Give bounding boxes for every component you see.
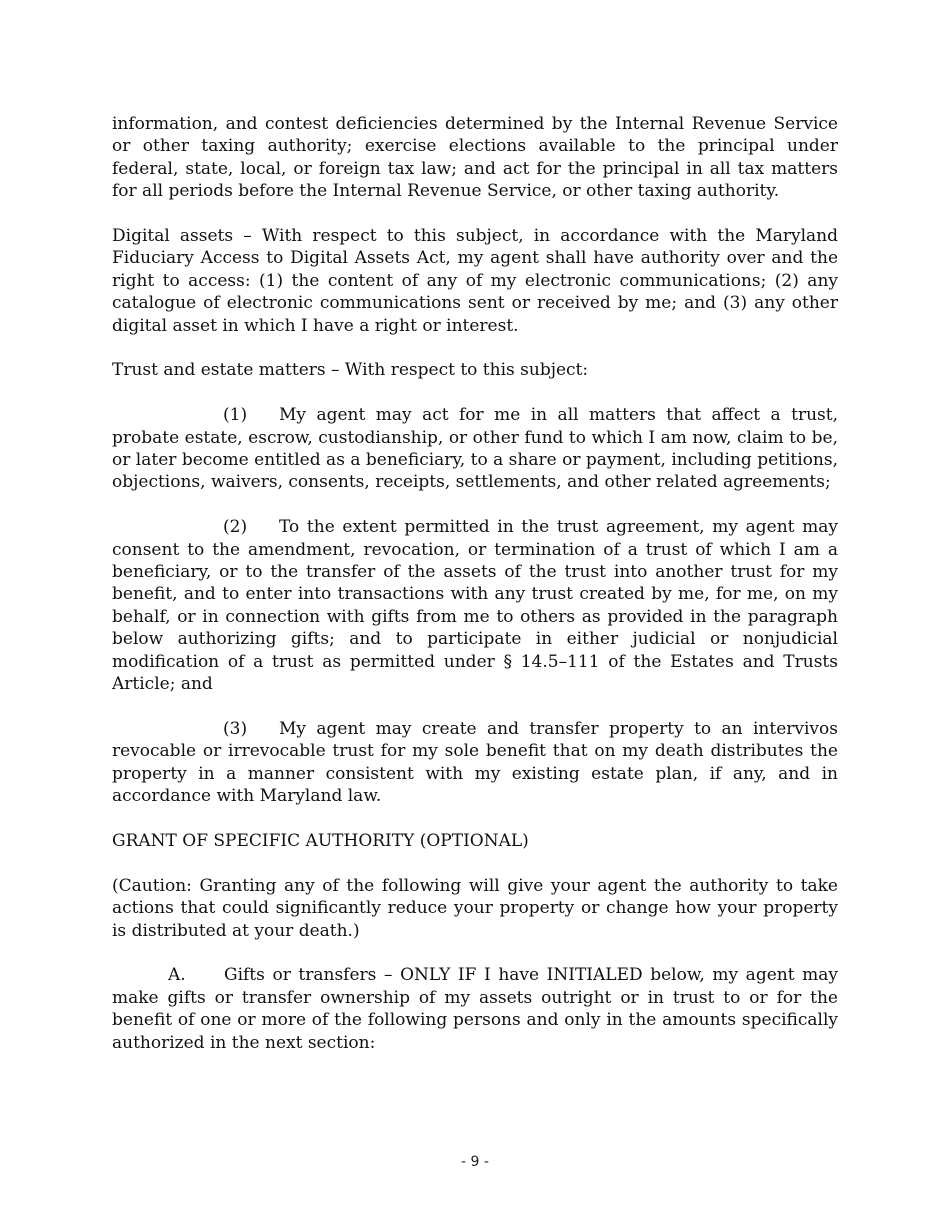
section-text: Gifts or transfers – ONLY IF I have INITIALED below, my agent may make gifts or transfer ownership of my assets outright or in trust to or for the benefit of one or more of the following persons and only in the amounts specifically authorized in the next section: [112,965,838,1053]
page-number: - 9 - [461,1154,489,1170]
trust-item-3 [112,718,838,808]
section-heading: GRANT OF SPECIFIC AUTHORITY (OPTIONAL) [112,830,529,851]
gifts-transfers-paragraph [112,964,838,1054]
section-label: A. [168,965,186,986]
document-page [112,113,838,1076]
item-text: My agent may create and transfer property to an intervivos revocable or irrevocable trust for my sole benefit that on my death distributes the property in a manner consistent with my existing estate plan, if any, and in accordance with Maryland law. [112,718,838,807]
trust-item-1 [112,404,838,494]
item-text: My agent may act for me in all matters that affect a trust, probate estate, escrow, custodianship, or other fund to which I am now, claim to be, or later become entitled as a beneficiary, to a share or payment, including petitions, objections, waivers, consents, receipts, settlements, and other related agreements; [112,405,838,493]
item-text: To the extent permitted in the trust agreement, my agent may consent to the amendment, revocation, or termination of a trust of which I am a beneficiary, or to the transfer of the assets of the trust into another trust for my benefit, and to enter into transactions with any trust created by me, for me, on my behalf, or in connection with gifts from me to others as provided in the paragraph below authorizing gifts; and to participate in either judicial or nonjudicial modification of a trust as permitted under § 14.5–111 of the Estates and Trusts Article; and [112,517,838,695]
item-number: (2) [223,517,248,538]
tax-matters-paragraph: information, and contest deficiencies determined by the Internal Revenue Service or other taxing authority; exercise elections available to the principal under federal, state, local, or foreign tax law; and act for the principal in all tax matters for all periods before the Internal Revenue Service, or other taxing authority. [112,114,838,202]
trust-estate-heading-paragraph: Trust and estate matters – With respect to this subject: [112,360,589,381]
item-number: (3) [223,718,248,739]
digital-assets-paragraph: Digital assets – With respect to this subject, in accordance with the Maryland Fiduciary Access to Digital Assets Act, my agent shall have authority over and the right to access: (1) the content of any of my electronic communications; (2) any catalogue of electronic communications sent or received by me; and (3) any other digital asset in which I have a right or interest. [112,226,838,336]
trust-item-2 [112,516,838,695]
item-number: (1) [223,405,248,426]
caution-paragraph: (Caution: Granting any of the following will give your agent the authority to take actions that could significantly reduce your property or change how your property is distributed at your death.) [112,875,838,941]
